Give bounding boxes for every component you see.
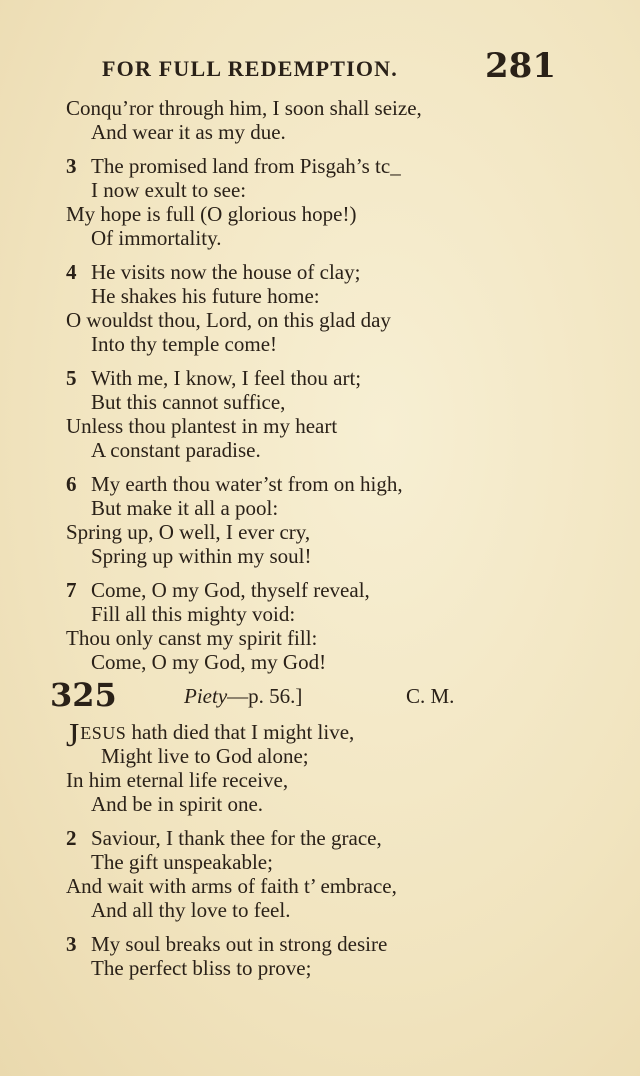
verse-line: And all thy love to feel. <box>91 898 291 922</box>
stanza-5 <box>66 366 566 462</box>
verse-line: My earth thou water’st from on high, <box>91 472 403 496</box>
drop-cap: J <box>66 717 80 754</box>
tune-page-ref: —p. 56.] <box>227 684 303 708</box>
verse-line: The gift unspeakable; <box>91 850 273 874</box>
verse-line: Spring up within my soul! <box>91 544 312 568</box>
tune-name: Piety <box>184 684 228 708</box>
verse-line: Unless thou plantest in my heart <box>66 414 338 438</box>
hymn-325-text <box>66 717 566 990</box>
verse-line: Thou only canst my spirit fill: <box>66 626 318 650</box>
page-header <box>100 48 560 88</box>
stanza-number: 5 <box>66 366 77 390</box>
verse-line: The perfect bliss to prove; <box>91 956 312 980</box>
verse-line: My soul breaks out in strong desire <box>91 932 388 956</box>
stanza-1 <box>66 717 566 816</box>
verse-line: Come, O my God, thyself reveal, <box>91 578 370 602</box>
hymn-heading <box>50 676 570 716</box>
verse-line: He shakes his future home: <box>91 284 320 308</box>
stanza-3 <box>66 154 566 250</box>
page-number: 281 <box>485 46 556 86</box>
verse-line: Into thy temple come! <box>91 332 278 356</box>
verse-line: hath died that I might live, <box>126 720 355 744</box>
tune-reference <box>184 684 302 709</box>
stanza-6 <box>66 472 566 568</box>
verse-line: I now exult to see: <box>91 178 247 202</box>
verse-line: And wear it as my due. <box>91 120 286 144</box>
stanza-4 <box>66 260 566 356</box>
verse-line: Saviour, I thank thee for the grace, <box>91 826 382 850</box>
verse-line: But make it all a pool: <box>91 496 279 520</box>
stanza-number: 4 <box>66 260 77 284</box>
first-word: ESUS <box>80 723 127 743</box>
verse-line: Spring up, O well, I ever cry, <box>66 520 311 544</box>
verse-line: And wait with arms of faith t’ embrace, <box>66 874 397 898</box>
verse-line: Conqu’ror through him, I soon shall seize, <box>66 96 422 120</box>
verse-line: A constant paradise. <box>91 438 261 462</box>
running-title: FOR FULL REDEMPTION. <box>102 56 398 81</box>
verse-line: My hope is full (O glorious hope!) <box>66 202 357 226</box>
verse-line: The promised land from Pisgah’s tc_ <box>91 154 401 178</box>
hymn-number: 325 <box>50 676 117 714</box>
stanza-number: 3 <box>66 932 77 956</box>
verse-line: Fill all this mighty void: <box>91 602 296 626</box>
verse-line: And be in spirit one. <box>91 792 264 816</box>
verse-line: With me, I know, I feel thou art; <box>91 366 362 390</box>
stanza-2 <box>66 826 566 922</box>
stanza-number: 3 <box>66 154 77 178</box>
previous-hymn-text <box>66 96 566 684</box>
stanza-number: 2 <box>66 826 77 850</box>
stanza-number: 7 <box>66 578 77 602</box>
verse-line: But this cannot suffice, <box>91 390 286 414</box>
verse-line: Of immortality. <box>91 226 222 250</box>
hymn-meter: C. M. <box>406 684 455 708</box>
verse-line: In him eternal life receive, <box>66 768 289 792</box>
stanza-3 <box>66 932 566 980</box>
verse-line: He visits now the house of clay; <box>91 260 361 284</box>
verse-line: O wouldst thou, Lord, on this glad day <box>66 308 391 332</box>
stanza-continuation <box>66 96 566 144</box>
verse-line: Might live to God alone; <box>101 744 309 768</box>
stanza-7 <box>66 578 566 674</box>
verse-line: Come, O my God, my God! <box>91 650 327 674</box>
stanza-number: 6 <box>66 472 77 496</box>
